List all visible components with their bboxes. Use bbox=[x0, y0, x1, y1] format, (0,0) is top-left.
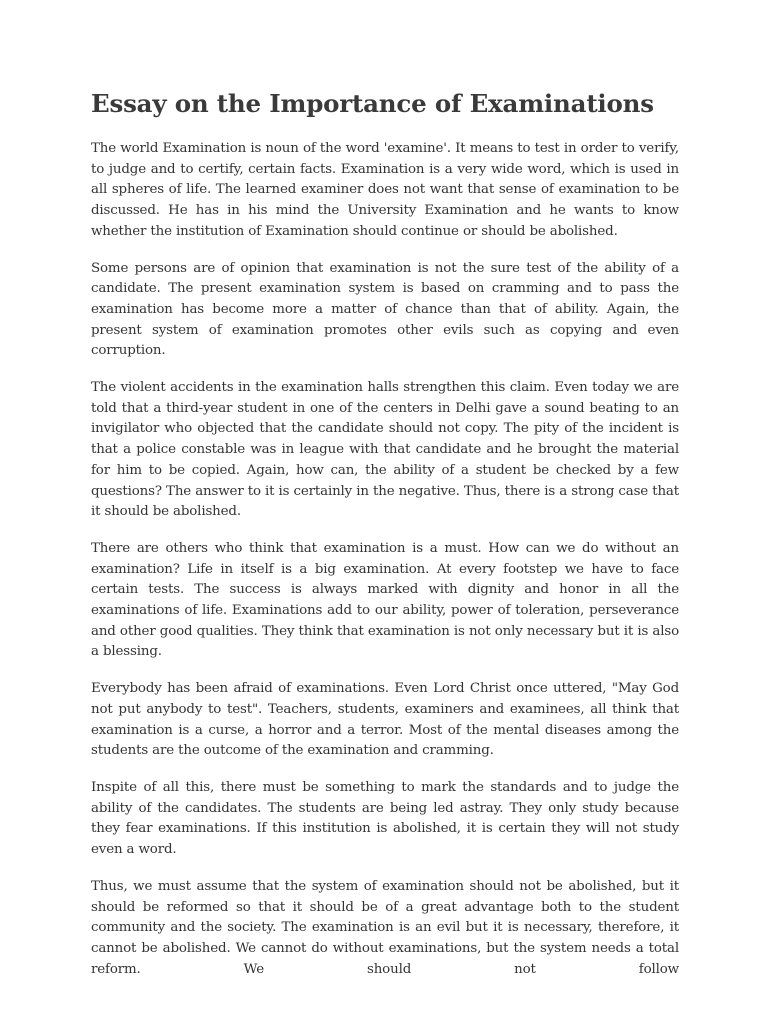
paragraph-6: Inspite of all this, there must be something to mark the standards and to judge the ability of the candidates. The students are being led astray. They only study because they fear examinations. If this institution is abolished, it is certain they will not study even a word. bbox=[91, 779, 679, 858]
paragraph-3: The violent accidents in the examination halls strengthen this claim. Even today we are told that a third-year student in one of the centers in Delhi gave a sound beating to an invigilator who objected that the candidate should not copy. The pity of the incident is that a police constable was in league with that candidate and he brought the material for him to be copied. Again, how can, the ability of a student be checked by a few questions? The answer to it is certainly in the negative. Thus, there is a strong case that it should be abolished. bbox=[91, 380, 679, 520]
paragraph-7: Thus, we must assume that the system of examination should not be abolished, but it should be reformed so that it should be of a great advantage both to the student community and the society. The examination is an evil but it is necessary, therefore, it cannot be abolished. We cannot do without examinations, but the system needs a total reform. We should not follow bbox=[91, 878, 679, 977]
paragraph-1: The world Examination is noun of the word 'examine'. It means to test in order to verify, to judge and to certify, certain facts. Examination is a very wide word, which is used in all spheres of life. The learned examiner does not want that sense of examination to be discussed. He has in his mind the University Examination and he wants to know whether the institution of Examination should continue or should be abolished. bbox=[91, 141, 679, 239]
paragraph-2: Some persons are of opinion that examination is not the sure test of the ability of a candidate. The present examination system is based on cramming and to pass the examination has become more a matter of chance than that of ability. Again, the present system of examination promotes other evils such as copying and even corruption. bbox=[91, 260, 679, 359]
document-title: Essay on the Importance of Examinations bbox=[91, 89, 654, 118]
document-page bbox=[91, 82, 679, 980]
paragraph-4: There are others who think that examination is a must. How can we do without an examination? Life in itself is a big examination. At every footstep we have to face certain tests. The success is always marked with dignity and honor in all the examinations of life. Examinations add to our ability, power of toleration, perseverance and other good qualities. They think that examination is not only necessary but it is also a blessing. bbox=[91, 540, 679, 660]
paragraph-5: Everybody has been afraid of examinations. Even Lord Christ once uttered, "May God not put anybody to test". Teachers, students, examiners and examinees, all think that examination is a curse, a horror and a terror. Most of the mental diseases among the students are the outcome of the examination and cramming. bbox=[91, 681, 679, 759]
